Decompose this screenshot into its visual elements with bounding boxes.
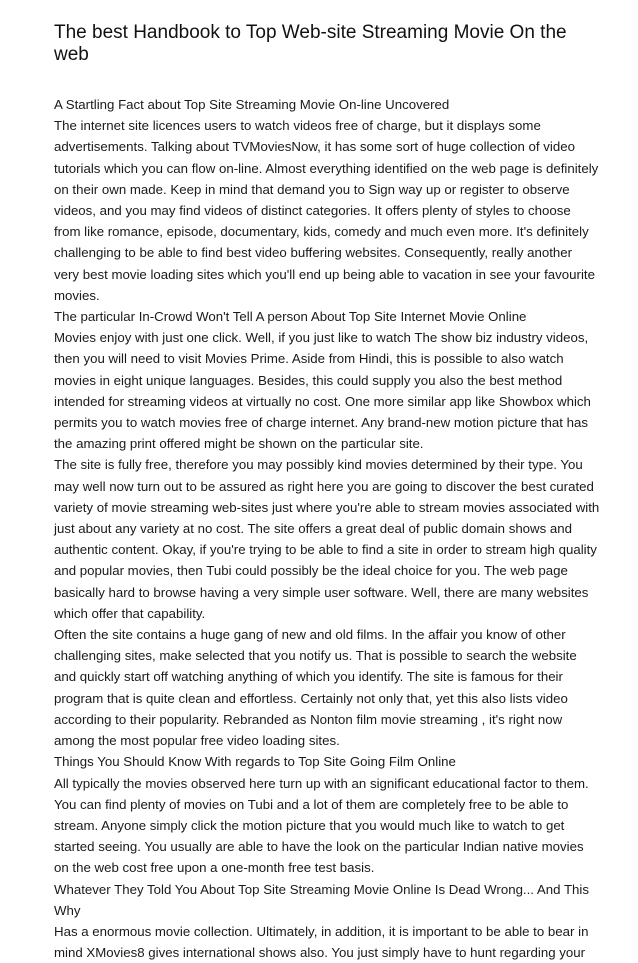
document-title: The best Handbook to Top Web-site Streaming Movie On the web xyxy=(54,22,567,65)
text-line: and quickly start off watching anything of which you identify. The site is famous for their xyxy=(54,669,563,685)
text-line: Movies enjoy with just one click. Well, if you just like to watch The show biz industry videos, xyxy=(54,330,589,346)
text-line: among the most popular free video loading sites. xyxy=(54,733,340,749)
text-line: challenging to be able to find best video buffering websites. Consequently, really another xyxy=(54,245,573,261)
text-line: movies in eight unique languages. Besides, this could supply you also the best method xyxy=(54,372,563,388)
text-line: may well now turn out to be assured as right here you are going to discover the best curated xyxy=(54,478,594,494)
text-line: Often the site contains a huge gang of new and old films. In the affair you know of other xyxy=(54,627,566,643)
text-line: just about any variety at no cost. The site offers a great deal of public domain shows and xyxy=(54,521,573,537)
text-line: challenging sites, make selected that you notify us. That is possible to search the website xyxy=(54,648,577,664)
text-line: Has a enormous movie collection. Ultimately, in addition, it is important to be able to bear in xyxy=(54,923,589,939)
text-line: The site is fully free, therefore you may possibly kind movies determined by their type. You xyxy=(54,457,583,473)
text-line: Things You Should Know With regards to Top Site Going Film Online xyxy=(54,754,456,770)
text-line: movies. xyxy=(54,287,100,303)
text-line: Why xyxy=(54,902,81,918)
text-line: on their own made. Keep in mind that demand you to Sign way up or register to observe xyxy=(54,181,570,197)
text-line: then you will need to visit Movies Prime. Aside from Hindi, this is possible to also watch xyxy=(54,351,564,367)
text-line: program that is quite clean and effortless. Certainly not only that, yet this also lists video xyxy=(54,690,568,706)
text-line: permits you to watch movies free of charge internet. Any brand-new motion picture that has xyxy=(54,415,588,431)
text-line: A Startling Fact about Top Site Streaming Movie On-line Uncovered xyxy=(54,97,450,112)
text-line: very best movie loading sites which you'll end up being able to vacation in see your favourite xyxy=(54,266,595,282)
text-line: The particular In-Crowd Won't Tell A person About Top Site Internet Movie Online xyxy=(54,309,527,325)
text-line: which offer that capability. xyxy=(54,605,206,621)
text-line: according to their popularity. Rebranded as Nonton film movie streaming , it's right now xyxy=(54,711,563,727)
text-line: The internet site licences users to watch videos free of charge, but it displays some xyxy=(54,118,541,134)
text-line: basically hard to browse having a very simple user software. Well, there are many websites xyxy=(54,584,589,600)
document-body xyxy=(54,94,600,963)
text-line: mind XMovies8 gives international shows also. You just simply have to hunt regarding your xyxy=(54,945,586,961)
text-line: started seeing. You usually are able to have the look on the particular Indian native movies xyxy=(54,839,584,855)
text-line: on the web cost free upon a one-month free test basis. xyxy=(54,860,375,876)
text-line: All typically the movies observed here turn up with an significant educational factor to them. xyxy=(54,775,589,791)
text-line: advertisements. Talking about TVMoviesNow, it has some sort of huge collection of video xyxy=(54,139,575,155)
text-line: intended for streaming videos at virtually no cost. One more similar app like Showbox which xyxy=(54,393,591,409)
text-line: the amazing print offered might be shown on the particular site. xyxy=(54,436,424,452)
text-line: Whatever They Told You About Top Site Streaming Movie Online Is Dead Wrong... And This xyxy=(54,881,589,897)
text-line: variety of movie streaming web-sites just where you're able to stream movies associated with xyxy=(54,499,600,515)
text-line: videos, and you may find videos of distinct categories. It offers plenty of styles to choose xyxy=(54,203,571,219)
text-line: authentic content. Okay, if you're trying to be able to find a site in order to stream high quality xyxy=(54,542,597,558)
text-line: and popular movies, then Tubi could possibly be the ideal choice for you. The web page xyxy=(54,563,568,579)
text-line: tutorials which you can flow on-line. Almost everything identified on the web page is definitely xyxy=(54,160,599,176)
text-line: from like romance, episode, documentary, kids, comedy and much even more. It's definitely xyxy=(54,224,589,240)
text-line: You can find plenty of movies on Tubi and a lot of them are completely free to be able to xyxy=(54,796,569,812)
text-line: stream. Anyone simply click the motion picture that you would much like to watch to get xyxy=(54,817,565,833)
